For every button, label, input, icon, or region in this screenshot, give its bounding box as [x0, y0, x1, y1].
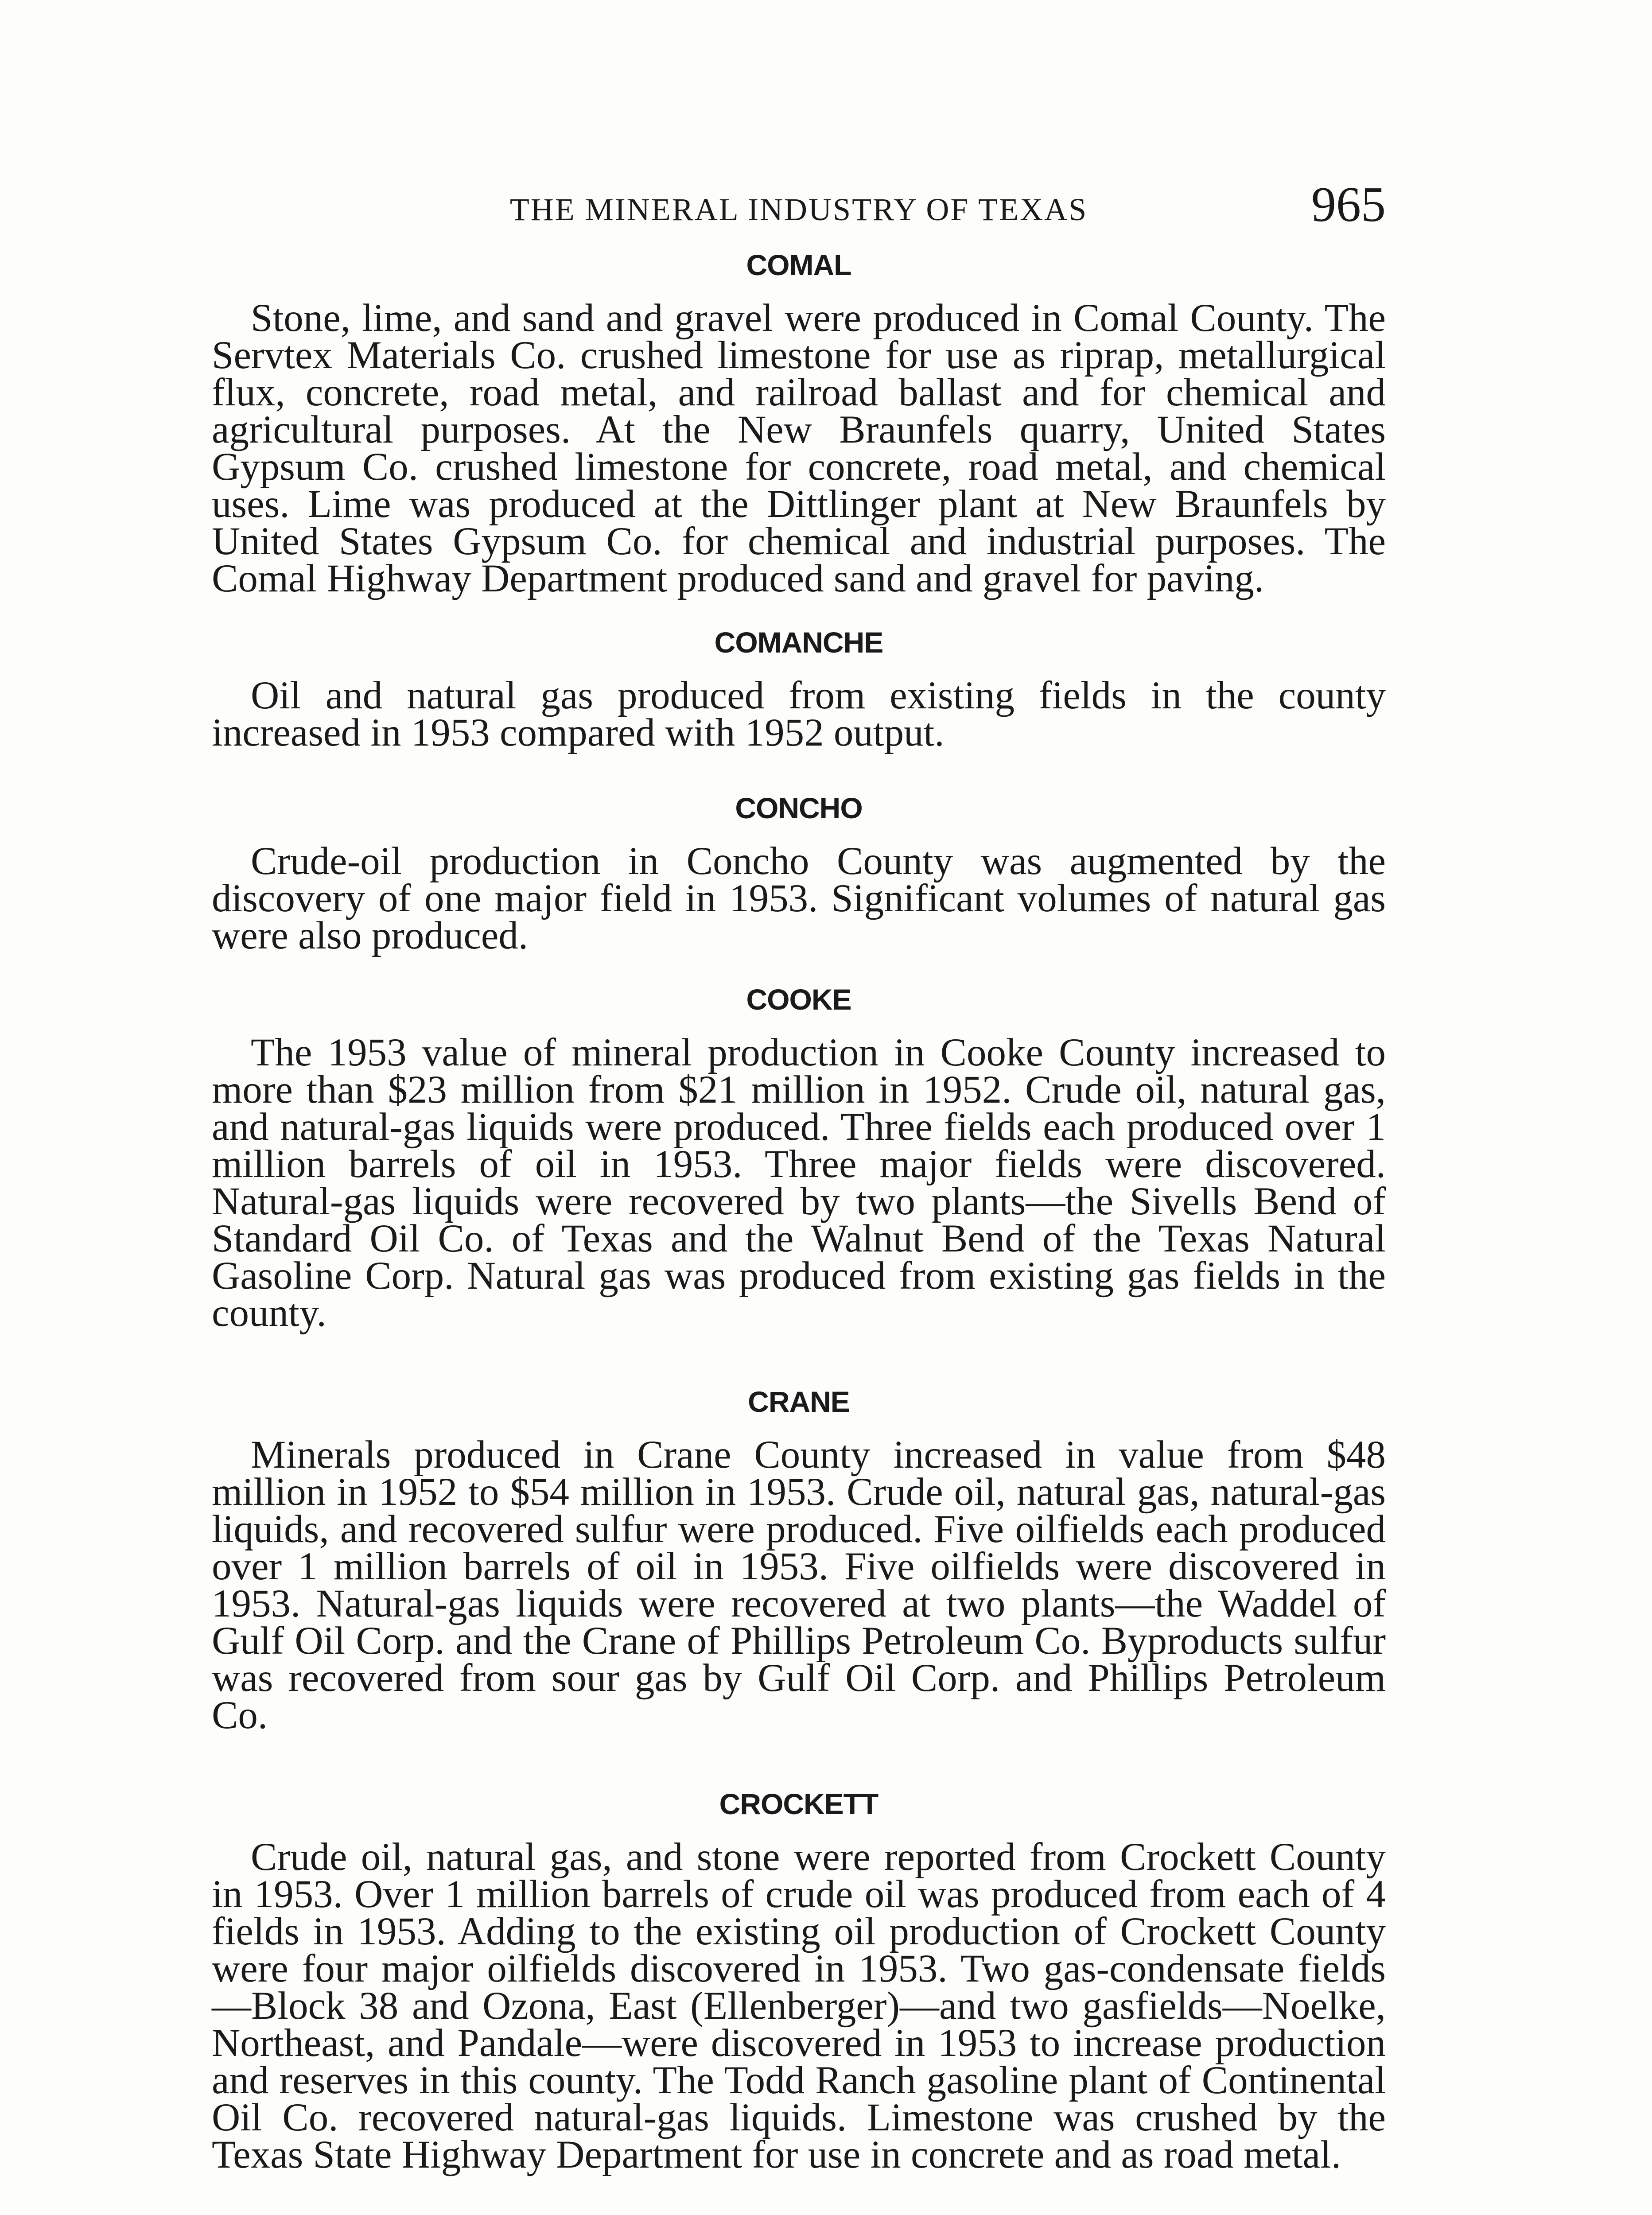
body-text	[212, 248, 1386, 2176]
section-cooke	[212, 983, 1386, 1335]
section-concho	[212, 791, 1386, 957]
section-heading: COOKE	[746, 983, 851, 1016]
section-paragraph: Oil and natural gas produced from existing fields in the county increased in 1953 compared with 1952 output.	[212, 674, 1386, 754]
section-paragraph: Minerals produced in Crane County increased in value from $48 million in 1952 to $54 million in 1953. Crude oil, natural gas, natural-gas liquids, and recovered sulfur were produced. Five oilfields each produced over 1 million barrels of oil in 1953. Five oilfields were discovered in 1953. Natural-gas liquids were recovered at two plants—the Waddel of Gulf Oil Corp. and the Crane of Phillips Petroleum Co. Byproducts sulfur was recovered from sour gas by Gulf Oil Corp. and Phillips Petroleum Co.	[212, 1433, 1386, 1737]
section-crane	[212, 1385, 1386, 1737]
section-paragraph: Crude-oil production in Concho County was augmented by the discovery of one major field in 1953. Significant volumes of natural gas were also produced.	[212, 839, 1386, 957]
section-heading: CONCHO	[735, 792, 863, 824]
section-heading: CROCKETT	[719, 1788, 878, 1820]
section-comal	[212, 248, 1386, 600]
section-heading: COMAL	[746, 249, 851, 281]
section-heading: CRANE	[748, 1385, 850, 1418]
section-paragraph: Stone, lime, and sand and gravel were produced in Comal County. The Servtex Materials Co. crushed limestone for use as riprap, metallurgical flux, concrete, road metal, and railroad ballast and for chemical and agricultural purposes. At the New Braunfels quarry, United States Gypsum Co. crushed limestone for concrete, road metal, and chemical uses. Lime was produced at the Dittlinger plant at New Braunfels by United States Gypsum Co. for chemical and industrial purposes. The Comal Highway Department produced sand and gravel for paving.	[212, 296, 1386, 600]
section-paragraph: Crude oil, natural gas, and stone were reported from Crockett County in 1953. Over 1 million barrels of crude oil was produced from each of 4 fields in 1953. Adding to the existing oil production of Crockett County were four major oilfields discovered in 1953. Two gas-condensate fields—Block 38 and Ozona, East (Ellenberger)—and two gasfields—Noelke, Northeast, and Pandale—were discovered in 1953 to increase production and reserves in this county. The Todd Ranch gasoline plant of Continental Oil Co. recovered natural-gas liquids. Limestone was crushed by the Texas State Highway Department for use in concrete and as road metal.	[212, 1835, 1386, 2176]
running-title: THE MINERAL INDUSTRY OF TEXAS	[509, 192, 1088, 227]
page-number: 965	[1311, 177, 1386, 232]
running-header	[212, 176, 1386, 238]
section-paragraph: The 1953 value of mineral production in Cooke County increased to more than $23 million from $21 million in 1952. Crude oil, natural gas, and natural-gas liquids were produced. Three fields each produced over 1 million barrels of oil in 1953. Three major fields were discovered. Natural-gas liquids were recovered by two plants—the Sivells Bend of Standard Oil Co. of Texas and the Walnut Bend of the Texas Natural Gasoline Corp. Natural gas was produced from existing gas fields in the county.	[212, 1031, 1386, 1335]
section-comanche	[212, 626, 1386, 754]
section-crockett	[212, 1787, 1386, 2176]
section-heading: COMANCHE	[714, 626, 883, 659]
